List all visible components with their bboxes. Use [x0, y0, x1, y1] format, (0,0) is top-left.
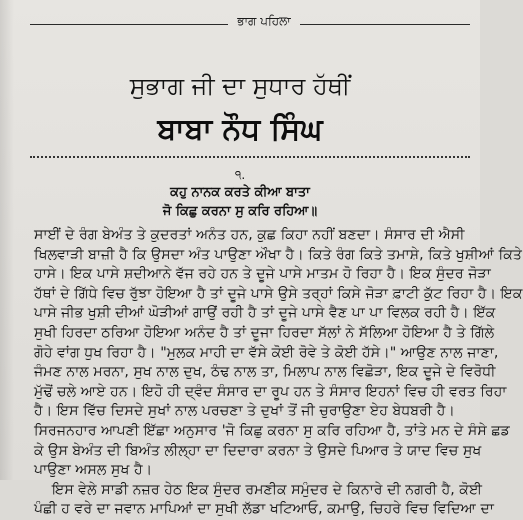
verse-line-2: ਜੋ ਕਿਛੁ ਕਰਨਾ ਸੁ ਕਰਿ ਰਹਿਆ॥	[162, 204, 318, 219]
header-rule-right	[300, 24, 470, 25]
body-line: ਇਸ ਵੇਲੇ ਸਾਡੀ ਨਜ਼ਰ ਹੇਠ ਇਕ ਸੁੰਦਰ ਰਮਣੀਕ ਸਮੁੰਦਰ ਦੇ ਕਿਨਾਰੇ ਦੀ ਨਗਰੀ ਹੈ, ਕੋਈ	[52, 481, 483, 498]
body-line: ਖਿਲਵਾੜੀ ਬਾਜ਼ੀ ਹੈ ਕਿ ਉਸਦਾ ਅੰਤ ਪਾਉਣਾ ਔਖਾ ਹੈ। ਕਿਤੇ ਰੰਗ ਕਿਤੇ ਤਮਾਸ਼ੇ, ਕਿਤੇ ਖੁਸ਼ੀਆਂ ਕਿਤੇ	[34, 246, 522, 263]
header-rule-left	[30, 24, 228, 25]
body-line: ਮੁੱਢੋਂ ਚਲੇ ਆਏ ਹਨ। ਇਹੋ ਹੀ ਦ੍ਵੰਦ ਸੰਸਾਰ ਦਾ ਰੂਪ ਹਨ ਤੇ ਸੰਸਾਰ ਇਹਨਾਂ ਵਿਚ ਹੀ ਵਰਤ ਰਿਹਾ	[34, 383, 507, 400]
body-line: ਪਾਉਣਾ ਅਸਲ ਸੁਖ ਹੈ।	[34, 462, 153, 479]
chapter-title: ਬਾਬਾ ਨੌਧ ਸਿੰਘ	[157, 112, 323, 147]
body-line: ਗੋਹੇ ਵਾਂਗ ਧੁਖ ਰਿਹਾ ਹੈ। "ਮੁਲਕ ਮਾਹੀ ਦਾ ਵੱਸੇ ਕੋਈ ਰੋਵੇ ਤੇ ਕੋਈ ਹੱਸੇ।" ਆਉਣ ਨਾਲ ਜਾਣਾ,	[34, 344, 499, 361]
body-line: ਸੁਖੀ ਹਿਰਦਾ ਠਰਿਆ ਹੋਇਆ ਅਨੰਦ ਹੈ ਤਾਂ ਦੂਜਾ ਹਿਰਦਾ ਸੱਲਾਂ ਨੇ ਸੱਲਿਆ ਹੋਇਆ ਹੈ ਤੇ ਗਿੱਲੇ	[34, 324, 495, 341]
verse-line-1: ਕਹੁ ਨਾਨਕ ਕਰਤੇ ਕੀਆ ਬਾਤਾ	[170, 185, 310, 200]
body-line: ਪੰਛੀ ਹ ਵਰੇ ਦਾ ਜਵਾਨ ਮਾਪਿਆਂ ਦਾ ਸੁਖੀ ਲੱਡਾ ਖਟਿਆਓ, ਕਮਾਉ, ਚਿਹਰੇ ਵਿਚ ਵਿਦਿਆ ਦਾ	[34, 501, 494, 518]
body-line: ਸਿਰਜਨਹਾਰ ਆਪਣੀ ਇੱਛਾ ਅਨੁਸਾਰ 'ਜੋ ਕਿਛੁ ਕਰਨਾ ਸੁ ਕਰਿ ਰਹਿਆ ਹੈ, ਤਾਂਤੇ ਮਨ ਦੇ ਸੰਸੇ ਛਡ	[34, 422, 510, 439]
body-line: ਹੈ। ਇਸ ਵਿੱਚ ਦਿਸਦੇ ਸੁਖਾਂ ਨਾਲ ਪਰਚਣਾ ਤੇ ਦੁਖਾਂ ਤੋਂ ਜੀ ਚੁਰਾਉਣਾ ਏਹ ਬੇਧਬਰੀ ਹੈ।	[34, 403, 455, 420]
dotted-divider	[30, 156, 470, 158]
body-line: ਕੇ ਉਸ ਬੇਅੰਤ ਦੀ ਬਿਅੰਤ ਲੀਲ੍ਹਾ ਦਾ ਦਿਦਾਰਾ ਕਰਨਾ ਤੇ ਉਸਦੇ ਪਿਆਰ ਤੇ ਯਾਦ ਵਿਚ ਸੁਖ	[34, 442, 482, 459]
body-line: ਹੱਥਾਂ ਦੇ ਗਿੱਧੇ ਵਿਚ ਰੁੱਝਾ ਹੋਇਆ ਹੈ ਤਾਂ ਦੂਜੇ ਪਾਸੇ ਉਸੇ ਤਰ੍ਹਾਂ ਕਿਸੇ ਜੋੜਾ ਫ਼ਾਟੀ ਕੁੱਟ ਰਿਹਾ ਹੈ। ਇਕ	[34, 285, 523, 302]
section-label: ਭਾਗ ਪਹਿਲਾ	[237, 14, 291, 28]
chapter-subtitle: ਸੁਭਾਗ ਜੀ ਦਾ ਸੁਧਾਰ ਹੱਥੀਂ	[129, 72, 351, 100]
body-line: ਹਾਸੇ। ਇਕ ਪਾਸੇ ਸ਼ਦੀਆਨੇ ਵੱਜ ਰਹੇ ਹਨ ਤੇ ਦੂਜੇ ਪਾਸੇ ਮਾਤਮ ਹੋ ਰਿਹਾ ਹੈ। ਇਕ ਸੁੰਦਰ ਜੋੜਾ	[34, 266, 491, 283]
body-line: ਸਾਈਂ ਦੇ ਰੰਗ ਬੇਅੰਤ ਤੇ ਕੁਦਰਤਾਂ ਅਨੰਤ ਹਨ, ਕੁਛ ਕਿਹਾ ਨਹੀਂ ਬਣਦਾ। ਸੰਸਾਰ ਦੀ ਐਸੀ	[34, 227, 465, 243]
body-line: ਜੰਮਣ ਨਾਲ ਮਰਨਾ, ਸੁਖ ਨਾਲ ਦੁਖ, ਠੰਢ ਨਾਲ ਤਾ, ਮਿਲਾਪ ਨਾਲ ਵਿਛੋੜਾ, ਇਕ ਦੂਜੇ ਦੇ ਵਿਰੋਧੀ	[34, 364, 496, 381]
verse-number: ੧.	[234, 168, 246, 182]
body-paragraphs	[34, 226, 523, 520]
body-line: ਪਾਸੇ ਜੀਭ ਖੁਸ਼ੀ ਦੀਆਂ ਘੋੜੀਆਂ ਗਾਉਂ ਰਹੀ ਹੈ ਤਾਂ ਦੂਜੇ ਪਾਸੇ ਵੈਣ ਪਾ ਪਾ ਵਿਲਕ ਰਹੀ ਹੈ। ਇੱਕ	[34, 305, 496, 322]
